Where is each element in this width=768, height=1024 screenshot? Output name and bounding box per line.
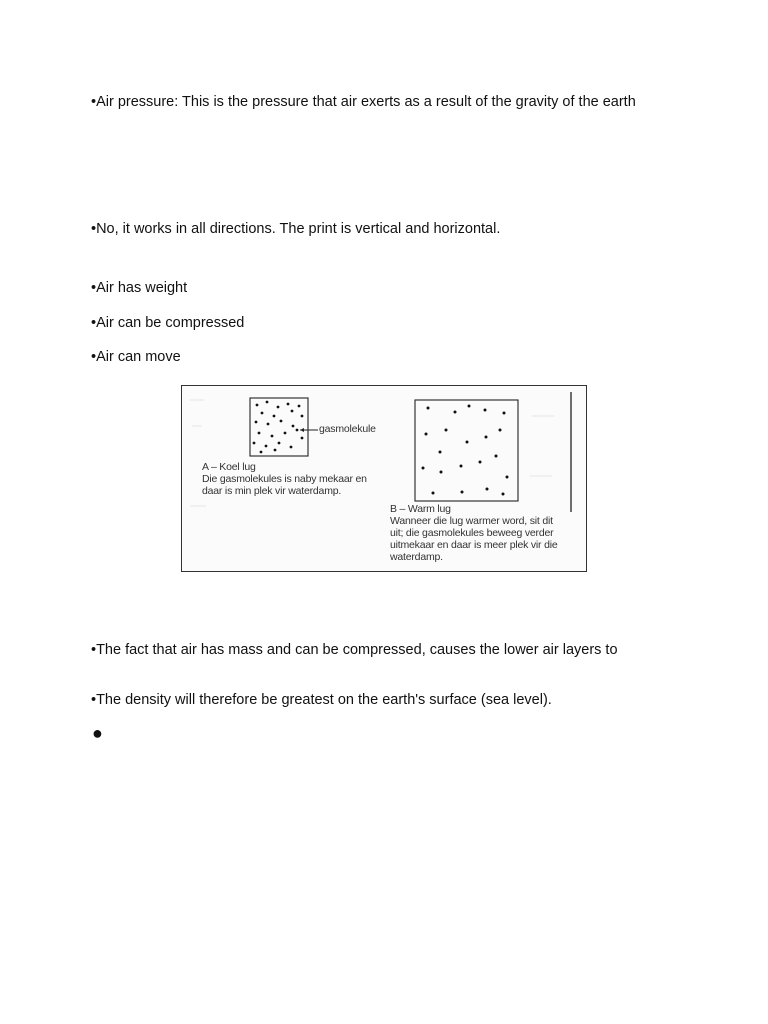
caption-a-line2: daar is min plek vir waterdamp. (202, 485, 342, 497)
caption-b-line4: waterdamp. (390, 551, 443, 563)
cool-air-molecules (253, 401, 304, 454)
caption-a-title: A – Koel lug (202, 461, 256, 473)
bullet-density-greatest: •The density will therefore be greatest on the earth's surface (sea level). (91, 692, 552, 708)
gas-molecules-figure (181, 385, 587, 572)
bullet-lower-air-layers: •The fact that air has mass and can be compressed, causes the lower air layers to (91, 642, 618, 658)
warm-air-molecules (422, 405, 509, 496)
empty-bullet: ● (92, 723, 103, 743)
caption-b-line1: Wanneer die lug warmer word, sit dit (390, 515, 553, 527)
bullet-all-directions: •No, it works in all directions. The print is vertical and horizontal. (91, 221, 501, 237)
caption-a-line1: Die gasmolekules is naby mekaar en (202, 473, 367, 485)
caption-b-line3: uitmekaar en daar is meer plek vir die (390, 539, 558, 551)
bullet-air-can-move: •Air can move (91, 349, 181, 365)
warm-air-box (415, 400, 518, 501)
bullet-air-compressed: •Air can be compressed (91, 315, 245, 331)
gasmolekule-label: gasmolekule (319, 423, 376, 435)
bullet-air-has-weight: •Air has weight (91, 280, 188, 296)
bullet-air-pressure: •Air pressure: This is the pressure that air exerts as a result of the gravity of the earth (91, 94, 636, 110)
caption-b-title: B – Warm lug (390, 503, 451, 515)
caption-b-line2: uit; die gasmolekules beweeg verder (390, 527, 554, 539)
